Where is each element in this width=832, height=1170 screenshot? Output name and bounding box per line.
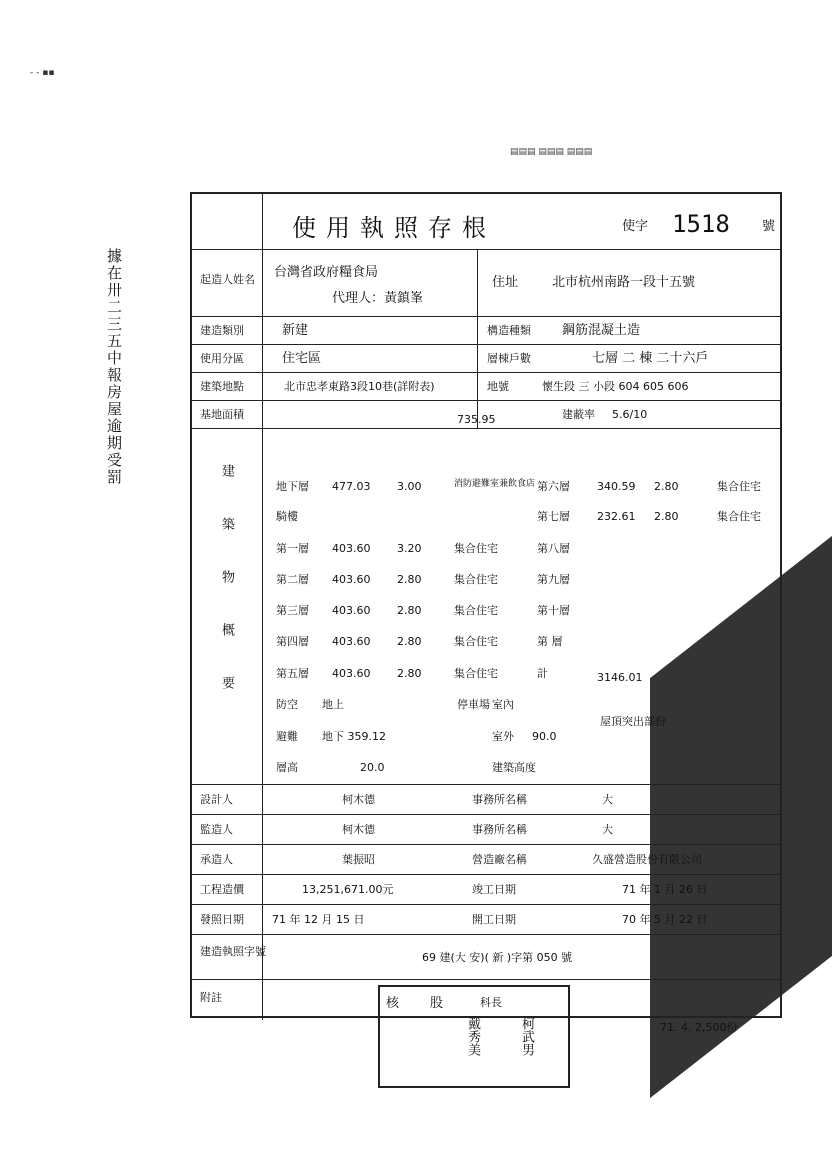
scan-mark: - - ▪▪ xyxy=(30,68,55,78)
start-value: 70 年 5 月 22 日 xyxy=(622,913,708,926)
zone-value: 住宅區 xyxy=(282,351,322,366)
total-value: 3146.01 xyxy=(597,671,643,684)
agent-value: 代理人：黃鎮峯 xyxy=(332,291,424,306)
floor-right-use-0: 集合住宅 xyxy=(717,480,761,493)
floor-name-0: 地下層 xyxy=(276,480,309,493)
stamp-approve: 核 xyxy=(386,996,400,1011)
supervisor-label: 監造人 xyxy=(200,823,233,836)
floor-area-6: 403.60 xyxy=(332,667,371,680)
site-label: 建築地點 xyxy=(200,380,244,393)
zone-label: 使用分區 xyxy=(200,352,244,365)
floor-area-2: 403.60 xyxy=(332,542,371,555)
parking-out-value: 90.0 xyxy=(532,730,557,743)
parking-out-label: 室外 xyxy=(492,730,514,743)
issue-label: 發照日期 xyxy=(200,913,244,926)
floor-name-1: 騎樓 xyxy=(276,510,298,523)
structure-value: 鋼筋混凝土造 xyxy=(562,323,641,338)
area-label: 基地面積 xyxy=(200,408,244,421)
contractor-label: 承造人 xyxy=(200,853,233,866)
floor-height-5: 2.80 xyxy=(397,635,422,648)
shelter-value: 地上 xyxy=(322,698,344,711)
floor-height-3: 2.80 xyxy=(397,573,422,586)
coverage-label: 建蔽率 xyxy=(562,408,595,421)
floor-height-2: 3.20 xyxy=(397,542,422,555)
avoid-value: 地下 359.12 xyxy=(322,730,386,743)
floor-use-4: 集合住宅 xyxy=(454,604,498,617)
floor-name-5: 第四層 xyxy=(276,635,309,648)
cost-value: 13,251,671.00元 xyxy=(302,883,394,896)
floor-right-area-0: 340.59 xyxy=(597,480,636,493)
building-section-label: 建築物概要 xyxy=(219,464,234,729)
stamp-name2: 戴秀美 xyxy=(465,1017,480,1056)
floor-name-6: 第五層 xyxy=(276,667,309,680)
floor-right-name-1: 第七層 xyxy=(537,510,570,523)
avoid-label: 避難 xyxy=(276,730,298,743)
floor-right-name-4: 第十層 xyxy=(537,604,570,617)
floor-height-6: 2.80 xyxy=(397,667,422,680)
designer-label: 設計人 xyxy=(200,793,233,806)
contractor-name: 葉振昭 xyxy=(342,853,375,866)
start-label: 開工日期 xyxy=(472,913,516,926)
designer-office: 大 xyxy=(602,793,613,806)
floor-area-3: 403.60 xyxy=(332,573,371,586)
floor-right-height-0: 2.80 xyxy=(654,480,679,493)
floor-right-area-1: 232.61 xyxy=(597,510,636,523)
shelter-label: 防空 xyxy=(276,698,298,711)
floor-right-height-1: 2.80 xyxy=(654,510,679,523)
floors-value: 七層 二 棟 二十六戶 xyxy=(592,351,709,366)
complete-label: 竣工日期 xyxy=(472,883,516,896)
print-note: 71. 4. 2,500份 xyxy=(660,1021,738,1034)
complete-value: 71 年 1 月 26 日 xyxy=(622,883,708,896)
lot-value: 懷生段 三 小段 604 605 606 xyxy=(542,380,689,393)
area-value: 735.95 xyxy=(457,413,496,426)
address-value: 北市杭州南路一段十五號 xyxy=(552,275,696,290)
stamp-chief: 科長 xyxy=(480,996,502,1009)
bheight-label: 建築高度 xyxy=(492,761,536,774)
roof-label: 屋頂突出部份 xyxy=(600,715,666,728)
height-label: 層高 xyxy=(276,761,298,774)
floor-height-4: 2.80 xyxy=(397,604,422,617)
total-label: 計 xyxy=(537,667,548,680)
floor-area-0: 477.03 xyxy=(332,480,371,493)
margin-note: 據在卅二三五中報房屋逾期受罰 xyxy=(105,248,123,486)
floor-right-name-5: 第 層 xyxy=(537,635,563,648)
floor-use-2: 集合住宅 xyxy=(454,542,498,555)
floor-name-3: 第二層 xyxy=(276,573,309,586)
designer-office-label: 事務所名稱 xyxy=(472,793,527,806)
type-value: 新建 xyxy=(282,323,309,338)
approval-stamp-box xyxy=(378,985,570,1088)
type-label: 建造類別 xyxy=(200,324,244,337)
designer-name: 柯木德 xyxy=(342,793,375,806)
supervisor-office-label: 事務所名稱 xyxy=(472,823,527,836)
faint-header-stamp: ▤▤▤ ▤▤▤ ▤▤▤ xyxy=(510,147,593,157)
coverage-value: 5.6/10 xyxy=(612,408,648,421)
permit-value: 69 建(大 安)( 新 )字第 050 號 xyxy=(422,951,573,964)
floor-use-0: 消防避難室兼飲食店 xyxy=(454,479,536,489)
contractor-firm: 久盛營造股份有限公司 xyxy=(592,853,702,866)
floor-use-5: 集合住宅 xyxy=(454,635,498,648)
issue-value: 71 年 12 月 15 日 xyxy=(272,913,365,926)
cost-label: 工程造價 xyxy=(200,883,244,896)
floor-name-2: 第一層 xyxy=(276,542,309,555)
floor-right-name-0: 第六層 xyxy=(537,480,570,493)
contractor-firm-label: 營造廠名稱 xyxy=(472,853,527,866)
site-value: 北市忠孝東路3段10巷(詳附表) xyxy=(284,380,435,393)
stamp-chief-name: 柯武男 xyxy=(519,1017,534,1056)
permit-label: 建造執照字號 xyxy=(200,945,266,958)
permit-form xyxy=(190,192,782,1018)
serial-number: 1518 xyxy=(672,210,730,238)
floors-label: 層棟戶數 xyxy=(487,352,531,365)
serial-prefix: 使字 xyxy=(622,219,649,234)
floor-name-4: 第三層 xyxy=(276,604,309,617)
supervisor-office: 大 xyxy=(602,823,613,836)
floor-right-name-2: 第八層 xyxy=(537,542,570,555)
floor-area-5: 403.60 xyxy=(332,635,371,648)
builder-label: 起造人姓名 xyxy=(200,273,255,286)
floor-use-3: 集合住宅 xyxy=(454,573,498,586)
address-label: 住址 xyxy=(492,275,519,290)
lot-label: 地號 xyxy=(487,380,509,393)
parking-label: 停車場 xyxy=(457,698,490,711)
floor-right-name-3: 第九層 xyxy=(537,573,570,586)
parking-in: 室內 xyxy=(492,698,514,711)
floor-right-use-1: 集合住宅 xyxy=(717,510,761,523)
height-value: 20.0 xyxy=(360,761,385,774)
floor-area-4: 403.60 xyxy=(332,604,371,617)
builder-value: 台灣省政府糧食局 xyxy=(274,265,379,280)
floor-height-0: 3.00 xyxy=(397,480,422,493)
floor-use-6: 集合住宅 xyxy=(454,667,498,680)
page-title: 使用執照存根 xyxy=(292,214,496,242)
serial-suffix: 號 xyxy=(762,219,776,234)
note-label: 附註 xyxy=(200,991,222,1004)
structure-label: 構造種類 xyxy=(487,324,531,337)
stamp-section: 股 xyxy=(430,996,444,1011)
supervisor-name: 柯木德 xyxy=(342,823,375,836)
